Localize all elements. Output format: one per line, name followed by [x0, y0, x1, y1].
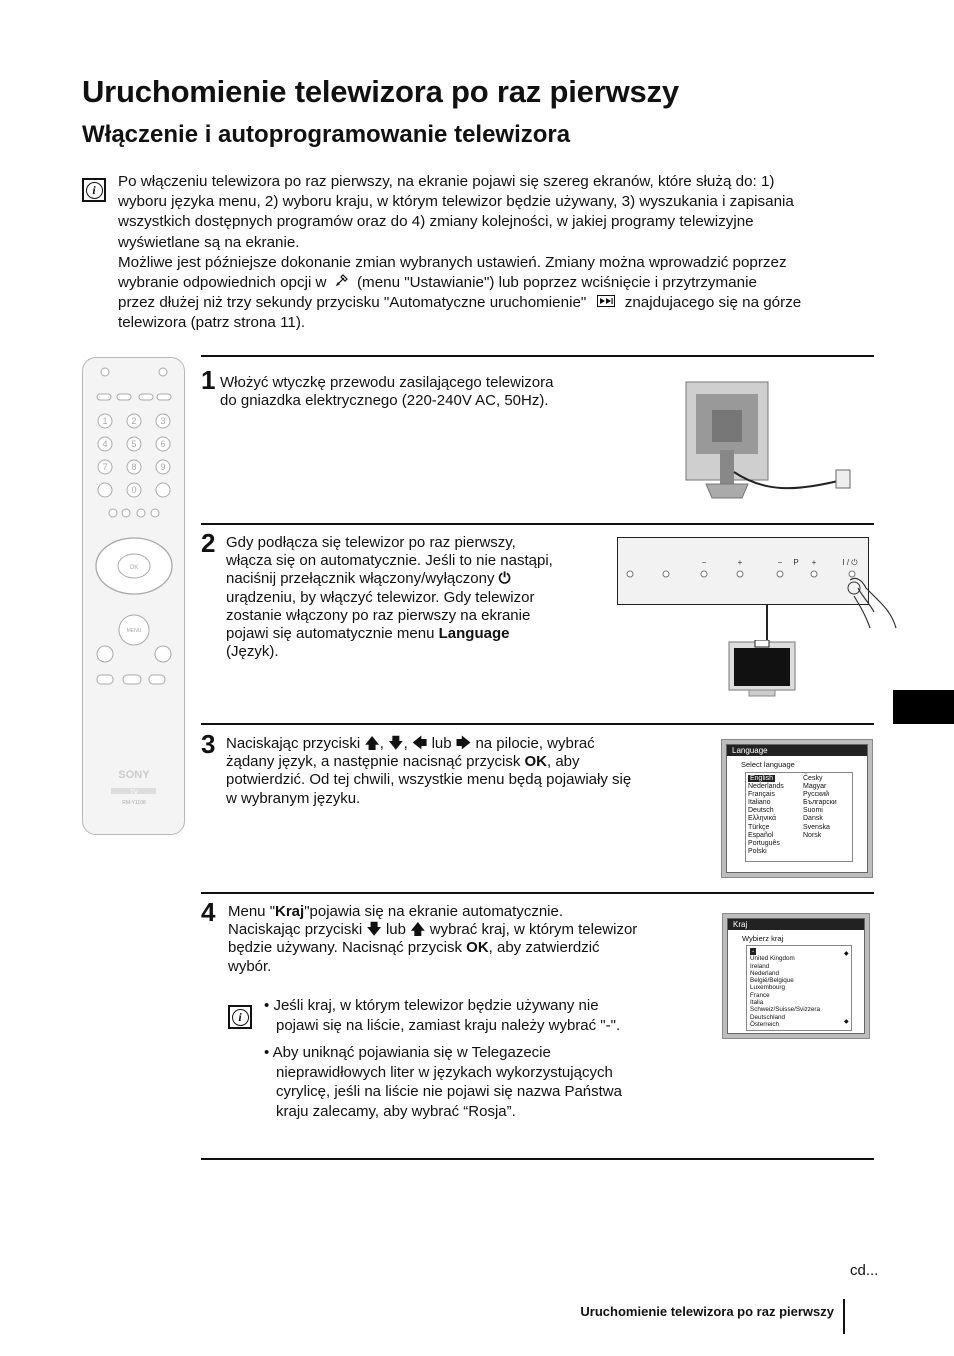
list-item — [750, 992, 820, 999]
list-item — [803, 799, 837, 807]
step-number: 4 — [201, 897, 216, 927]
intro-line: telewizora (patrz strona 11). — [118, 314, 306, 332]
list-item — [750, 955, 820, 962]
svg-text:7: 7 — [102, 462, 108, 472]
list-item-label: Luxembourg — [750, 984, 786, 992]
list-item-label: Nederland — [750, 969, 780, 977]
tv-control-panel-illustration — [617, 537, 869, 605]
svg-text:RM-Y1108: RM-Y1108 — [122, 800, 146, 806]
list-item-label: Português — [748, 839, 780, 847]
list-item — [803, 783, 837, 791]
intro-line: wyboru języka menu, 2) wyboru kraju, w którym telewizor będzie używany, 3) wyszukania i zapisania — [118, 193, 794, 211]
info-icon: i — [82, 178, 106, 202]
arrow-up-icon: 🡅 — [364, 735, 380, 752]
list-item-label: English — [750, 775, 773, 782]
setup-menu-icon — [331, 273, 353, 293]
arrow-up-icon: 🡅 — [410, 921, 426, 939]
intro-text-span: przez dłużej niż trzy sekundy przycisku "Automatyczne uruchomienie" — [118, 294, 587, 312]
intro-text-span: (menu "Ustawianie") lub poprzez wciśnięcie i przytrzymanie — [357, 274, 757, 292]
tv-front-illustration — [727, 640, 797, 702]
step-line — [228, 921, 637, 939]
list-item — [803, 775, 837, 783]
list-item-label: Nederlands — [748, 783, 784, 791]
list-item — [750, 1006, 820, 1013]
step-line: (Język). — [226, 643, 279, 661]
list-item-label: Deutsch — [748, 807, 774, 815]
section-divider — [201, 1158, 874, 1160]
ok-key-name: OK — [524, 753, 547, 771]
step-text-span: , aby zatwierdzić — [488, 939, 600, 957]
section-divider — [201, 723, 874, 725]
power-icon: ⏻ — [498, 570, 511, 588]
note-1 — [264, 996, 620, 1035]
step-2-text — [226, 534, 553, 661]
list-item-label: Ireland — [750, 962, 770, 970]
intro-line: wszystkich dostępnych programów oraz do 4) zmiany kolejności, w jakiej programy telewizyjne — [118, 213, 754, 231]
step-line — [228, 939, 637, 957]
list-item — [803, 807, 837, 815]
intro-line: wyświetlane są na ekranie. — [118, 233, 300, 251]
note-line: cyrylicę, jeśli na liście nie pojawi się nazwa Państwa — [276, 1083, 622, 1100]
step-text-span: wybrać kraj, w którym telewizor — [429, 921, 638, 939]
language-menu-name: Language — [438, 625, 510, 643]
list-item-label: Dansk — [803, 815, 823, 823]
list-item-label: Italiano — [748, 799, 771, 807]
step-line: potwierdzić. Od tej chwili, wszystkie menu będą pojawiały się — [226, 771, 632, 789]
list-item-label: Česky — [803, 775, 823, 782]
step-number: 1 — [201, 365, 216, 395]
arrow-right-icon: 🡆 — [455, 735, 472, 752]
list-item — [750, 970, 820, 977]
list-item-label: Polski — [748, 847, 767, 855]
section-divider — [201, 892, 874, 894]
arrow-left-icon: 🡄 — [411, 735, 428, 752]
svg-text:OK: OK — [129, 565, 139, 571]
step-line — [226, 570, 553, 588]
step-line: zostanie włączony po raz pierwszy na ekranie — [226, 606, 531, 624]
svg-text:4: 4 — [102, 439, 108, 449]
step-1-text — [220, 374, 553, 410]
hand-icon — [844, 566, 900, 632]
step-text-span: lub — [431, 735, 452, 752]
list-item — [803, 832, 837, 840]
intro-text — [118, 172, 801, 334]
country-list-items — [750, 948, 820, 1028]
svg-text:MENU: MENU — [126, 628, 142, 634]
svg-text:8: 8 — [131, 462, 137, 472]
arrow-down-icon: 🡇 — [388, 735, 404, 752]
list-item — [750, 963, 820, 970]
page-subtitle: Włączenie i autoprogramowanie telewizora — [82, 121, 571, 148]
panel-label: + — [811, 558, 817, 567]
svg-text:9: 9 — [160, 462, 166, 472]
step-text-span: będzie używany. Nacisnąć przycisk — [228, 939, 462, 957]
list-item-label: Magyar — [803, 783, 827, 791]
step-line: włącza się on automatycznie. Jeśli to nie nastąpi, — [226, 552, 553, 570]
list-item — [748, 799, 784, 807]
panel-label: − — [777, 558, 783, 567]
panel-label: I / ⏻ — [842, 558, 858, 567]
list-item-label: Deutschland — [750, 1013, 786, 1021]
note-text: Aby uniknąć pojawiania się w Telegazecie — [272, 1044, 551, 1061]
page-title: Uruchomienie telewizora po raz pierwszy — [82, 74, 679, 109]
list-item — [750, 984, 820, 991]
list-item — [748, 832, 784, 840]
bullet: • — [264, 1044, 270, 1061]
list-item-label: Русский — [803, 791, 829, 799]
list-item-label: Österreich — [750, 1020, 780, 1028]
note-line: pojawi się na liście, zamiast kraju należy wybrać "-". — [276, 1016, 621, 1034]
step-text-span: Naciskając przyciski — [228, 921, 363, 939]
language-list-right — [803, 775, 837, 840]
screen-prompt: Select language — [741, 760, 795, 769]
list-item-label: Svenska — [803, 823, 830, 831]
ok-key-name: OK — [466, 939, 489, 957]
bullet: • — [264, 997, 270, 1014]
step-line: wybór. — [228, 957, 272, 975]
screen-title: Language — [727, 745, 867, 756]
step-text-span: Naciskając przyciski — [226, 735, 361, 752]
list-item — [803, 815, 837, 823]
intro-text-span: wybranie odpowiednich opcji w — [118, 274, 327, 292]
list-item-label: Norsk — [803, 831, 822, 839]
step-line: Naciskając przyciski 🡅, 🡇, 🡄 lub 🡆 na pilocie, wybrać — [226, 735, 595, 752]
info-icon: i — [228, 1005, 252, 1029]
note-line: kraju zalecamy, aby wybrać “Rosja”. — [276, 1102, 516, 1120]
intro-line — [118, 273, 801, 293]
step-text-span: na pilocie, wybrać — [475, 735, 595, 752]
continued-label: cd... — [850, 1262, 879, 1279]
list-item — [748, 783, 784, 791]
step-line: Włożyć wtyczkę przewodu zasilającego telewizora — [220, 374, 554, 391]
kraj-menu-name: Kraj — [275, 903, 305, 920]
list-item — [750, 977, 820, 984]
footer-bar — [843, 1299, 845, 1334]
list-item — [748, 848, 784, 856]
screen-prompt: Wybierz kraj — [742, 934, 784, 943]
svg-text:SONY: SONY — [118, 769, 150, 781]
list-item — [748, 791, 784, 799]
step-text-span: żądany język, a następnie nacisnąć przycisk — [226, 753, 521, 771]
step-line: urądzeniu, by włączyć telewizor. Gdy telewizor — [226, 588, 535, 606]
list-item — [803, 791, 837, 799]
list-item — [748, 775, 784, 783]
autostart-icon — [591, 293, 621, 313]
list-item — [748, 824, 784, 832]
section-divider — [201, 523, 874, 525]
panel-label: − — [701, 558, 707, 567]
screen-title: Kraj — [728, 919, 864, 930]
list-item-label: France — [750, 991, 770, 999]
note-2 — [264, 1043, 622, 1121]
intro-line — [118, 293, 801, 313]
list-item — [750, 999, 820, 1006]
list-item-label: Français — [748, 791, 775, 799]
step-text-span: naciśnij przełącznik włączony/wyłączony — [226, 570, 495, 588]
list-item — [750, 948, 820, 955]
list-item — [803, 824, 837, 832]
language-list-left — [748, 775, 784, 856]
list-item-label: Español — [748, 831, 774, 839]
step-line: do gniazdka elektrycznego (220-240V AC, 50Hz). — [220, 392, 549, 410]
footer-section-title: Uruchomienie telewizora po raz pierwszy — [580, 1304, 834, 1319]
step-number: 2 — [201, 528, 216, 558]
svg-text:TV: TV — [130, 790, 138, 796]
connector-line — [766, 605, 768, 643]
list-item-label: Ελληνικά — [748, 815, 777, 823]
step-text-span: pojawi się automatycznie menu — [226, 625, 435, 643]
language-menu-screen — [721, 739, 873, 878]
step-line: Gdy podłącza się telewizor po raz pierwszy, — [226, 534, 516, 551]
svg-text:5: 5 — [131, 439, 137, 449]
section-tab-marker — [893, 690, 954, 724]
list-item-label: België/Belgique — [750, 977, 794, 985]
panel-label: + — [737, 558, 743, 567]
intro-text-span: znajdujacego się na górze — [624, 294, 802, 312]
svg-text:0: 0 — [131, 485, 137, 495]
svg-text:3: 3 — [160, 416, 166, 426]
step-line — [228, 903, 637, 921]
note-line: nieprawidłowych liter w językach wykorzystujących — [276, 1063, 613, 1081]
step-number: 3 — [201, 729, 216, 759]
list-item — [750, 1021, 820, 1028]
intro-line: Możliwe jest późniejsze dokonanie zmian wybranych ustawień. Zmiany można wprowadzić poprzez — [118, 253, 787, 271]
step-text-span: "pojawia się na ekranie automatycznie. — [304, 903, 564, 920]
list-item — [750, 1014, 820, 1021]
note-line — [264, 1043, 622, 1063]
list-item-label: Türkçe — [748, 823, 770, 831]
note-line — [264, 996, 620, 1016]
section-divider — [201, 355, 874, 357]
step-line — [226, 625, 553, 643]
step-text-span: , aby — [547, 753, 580, 771]
scroll-up-icon: ◆ — [844, 951, 849, 957]
list-item-label: - — [752, 948, 755, 955]
note-text: Jeśli kraj, w którym telewizor będzie używany nie — [273, 997, 599, 1014]
step-text-span: lub — [385, 921, 406, 939]
svg-text:6: 6 — [160, 439, 166, 449]
list-item — [748, 840, 784, 848]
panel-label: P — [793, 558, 799, 567]
intro-line: Po włączeniu telewizora po raz pierwszy, na ekranie pojawi się szereg ekranów, które służą do: 1) — [118, 173, 775, 190]
arrow-down-icon: 🡇 — [366, 921, 382, 939]
step-line: w wybranym języku. — [226, 789, 361, 807]
list-item-label: Suomi — [803, 807, 823, 815]
tv-back-illustration — [684, 380, 856, 510]
step-4-text — [228, 903, 637, 976]
list-item-label: Italia — [750, 999, 764, 1007]
list-item-label: United Kingdom — [750, 955, 795, 963]
step-3-text — [226, 735, 631, 808]
remote-control-illustration — [82, 357, 185, 835]
scroll-down-icon: ◆ — [844, 1019, 849, 1025]
step-text-span: Menu " — [228, 903, 276, 920]
list-item-label: Български — [803, 799, 837, 807]
list-item — [748, 815, 784, 823]
step-line — [226, 753, 631, 771]
svg-text:2: 2 — [131, 416, 137, 426]
country-menu-screen — [722, 913, 870, 1039]
list-item-label: Schweiz/Suisse/Svizzera — [750, 1006, 820, 1014]
svg-text:1: 1 — [102, 416, 108, 426]
